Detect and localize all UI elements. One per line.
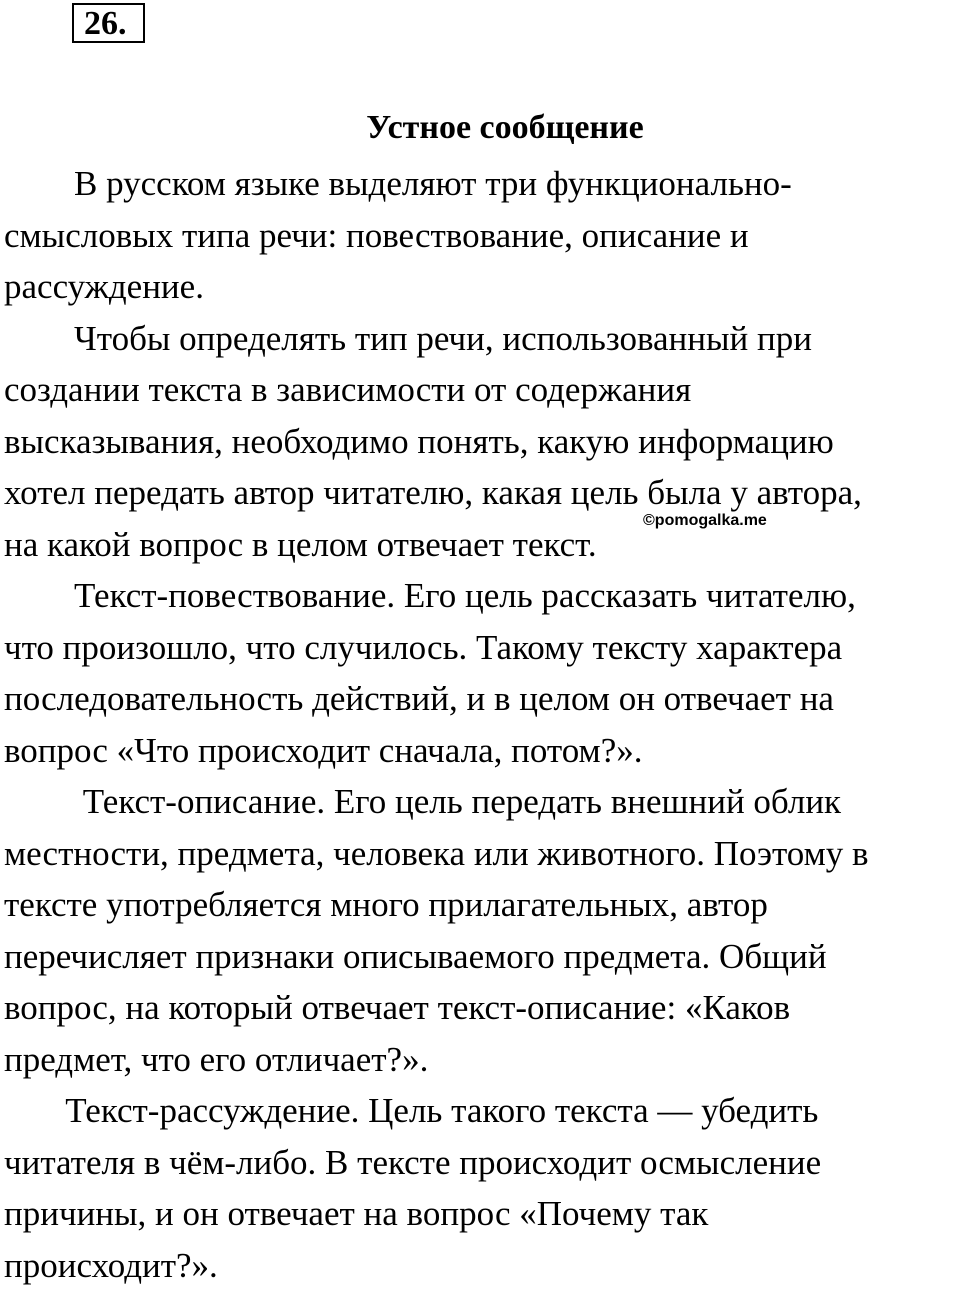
text-line: местности, предмета, человека или животного. Поэтому в xyxy=(4,828,954,880)
text-line: вопрос, на который отвечает текст-описание: «Каков xyxy=(4,982,954,1034)
text-line: Текст-описание. Его цель передать внешний облик xyxy=(4,776,954,828)
text-line: Чтобы определять тип речи, использованный при xyxy=(4,313,954,365)
text-line: смысловых типа речи: повествование, описание и xyxy=(4,210,954,262)
text-line: рассуждение. xyxy=(4,261,954,313)
body-text xyxy=(4,158,954,1291)
text-line: причины, и он отвечает на вопрос «Почему так xyxy=(4,1188,954,1240)
text-line: что произошло, что случилось. Такому тексту характера xyxy=(4,622,954,674)
text-line: Текст-повествование. Его цель рассказать читателю, xyxy=(4,570,954,622)
exercise-number: 26. xyxy=(72,3,145,43)
text-line: вопрос «Что происходит сначала, потом?». xyxy=(4,725,954,777)
text-line: читателя в чём-либо. В тексте происходит осмысление xyxy=(4,1137,954,1189)
text-line: В русском языке выделяют три функционально- xyxy=(4,158,954,210)
text-line: создании текста в зависимости от содержания xyxy=(4,364,954,416)
text-line: тексте употребляется много прилагательных, автор xyxy=(4,879,954,931)
text-line: высказывания, необходимо понять, какую информацию xyxy=(4,416,954,468)
text-line: Текст-рассуждение. Цель такого текста — убедить xyxy=(4,1085,954,1137)
text-line: последовательность действий, и в целом он отвечает на xyxy=(4,673,954,725)
text-line: на какой вопрос в целом отвечает текст. xyxy=(4,519,954,571)
page-title: Устное сообщение xyxy=(0,108,960,148)
text-line: происходит?». xyxy=(4,1240,954,1291)
text-line: предмет, что его отличает?». xyxy=(4,1034,954,1086)
text-line: перечисляет признаки описываемого предмета. Общий xyxy=(4,931,954,983)
text-line: хотел передать автор читателю, какая цель была у автора, xyxy=(4,467,954,519)
watermark: ©pomogalka.me xyxy=(643,512,767,530)
